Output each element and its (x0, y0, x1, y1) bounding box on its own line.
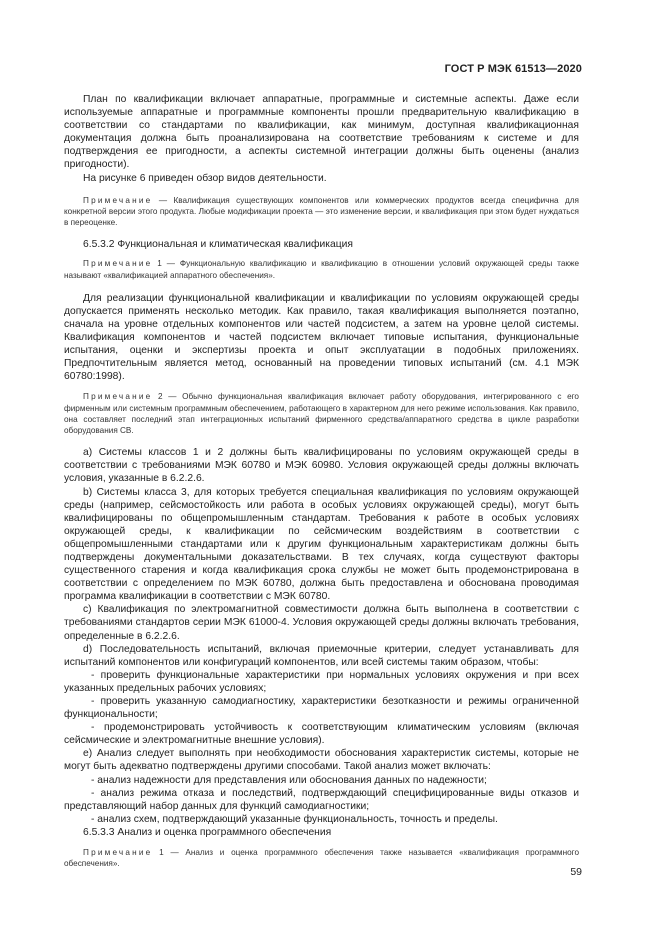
item-d-bullet-1: - проверить функциональные характеристики при нормальных условиях окружения и при всех указанных предельных рабочих условиях; (64, 669, 579, 694)
page-body (64, 93, 579, 869)
paragraph-figure-6-ref: На рисунке 6 приведен обзор видов деятельности. (83, 172, 327, 184)
note-2-functional-qualification (64, 391, 579, 436)
note-1-software-qualification (64, 847, 579, 869)
item-a-class-1-2: a) Системы классов 1 и 2 должны быть квалифицированы по условиям окружающей среды в соответствии с требованиями МЭК 60780 и МЭК 60980. Условия окружающей среды должны включать условия, указанные в 6.2.2.6. (64, 447, 579, 485)
item-d-test-sequence: d) Последовательность испытаний, включая приемочные критерии, следует устанавливать для испытаний компонентов или конфигураций компонентов, или всей системы таким образом, чтобы: (64, 643, 579, 668)
note-text: 1 — Анализ и оценка программного обеспечения также называется «квалификация программного обеспечения». (64, 848, 579, 869)
item-e-bullet-3: - анализ схем, подтверждающий указанные функциональность, точность и пределы. (91, 813, 498, 825)
note-version-qualification (64, 195, 579, 229)
note-1-hardware-qualification (64, 258, 579, 280)
note-label: Примечание (83, 259, 153, 269)
item-e-analysis: e) Анализ следует выполнять при необходимости обоснования характеристик системы, которые не могут быть адекватно подтверждены другими способами. Такой анализ может включать: (64, 748, 579, 773)
document-code-header: ГОСТ Р МЭК 61513—2020 (444, 63, 582, 75)
note-text: — Квалификация существующих компонентов или коммерческих продуктов всегда специфична для конкретной версии этого продукта. Любые модификации проекта — это изменение версии, и квалификация при этом будет нуждаться в переоценке. (64, 195, 579, 228)
note-label: Примечание (83, 195, 153, 205)
item-e-bullet-1: - анализ надежности для представления или обоснования данных по надежности; (91, 774, 487, 786)
page-number: 59 (570, 866, 582, 878)
item-c-emc: c) Квалификация по электромагнитной совместимости должна быть выполнена в соответствии с требованиями стандартов серии МЭК 61000-4. Условия окружающей среды должны включать требования, определенные в 6.2.2.6. (64, 604, 579, 642)
item-d-bullet-2: - проверить указанную самодиагностику, характеристики безотказности и режимы ограниченной функциональности; (64, 696, 579, 721)
note-text: 1 — Функциональную квалификацию и квалификацию в отношении условий окружающей среды также называют «квалификацией аппаратного обеспечения». (64, 259, 579, 280)
note-label: Примечание (83, 848, 153, 858)
item-d-bullet-3: - продемонстрировать устойчивость к соответствующим климатическим условиям (включая сейсмические и электромагнитные внешние условия). (64, 722, 579, 747)
paragraph-qualification-plan: План по квалификации включает аппаратные, программные и системные аспекты. Даже если используемые аппаратные и программные компоненты прошли предварительную квалификацию в соответствии со стандартами по квалификации, как минимум, доступная квалификационная документация должна быть проанализирована на соответствие требованиям к системе и для подтверждения ее пригодности, а аспекты системной интеграции должны быть оценены (анализ пригодности). (64, 94, 579, 171)
item-e-bullet-2: - анализ режима отказа и последствий, подтверждающий специфицированные виды отказов и представляющий набор данных для функций самодиагностики; (64, 787, 579, 812)
note-text: 2 — Обычно функциональная квалификация включает работу оборудования, интегрированного с его фирменным или системным программным обеспечением, работающего в характерном для него режиме использования. Как правило, она составляет последний этап интеграционных испытаний фирменного средства/аппаратного средства в цикле разработки оборудования СВ. (64, 392, 579, 436)
item-b-class-3: b) Системы класса 3, для которых требуется специальная квалификация по условиям окружающей среды (например, сейсмостойкость или работа в особых условиях окружающей среды), могут быть квалифицированы по общепромышленным стандартам. Требования к работе в особых условиях окружающей среды, к квалификации по сейсмическим воздействиям в соответствии с общепромышленными стандартами или к другим функциональным характеристикам должны быть подтверждены документальными доказательствами. В тех случаях, когда существуют факторы существенного старения и когда квалификация срока службы не может быть продемонстрирована в соответствии с определением по МЭК 60780, должна быть предоставлена и обоснована проводимая программа квалификации в соответствии с МЭК 60780. (64, 486, 579, 603)
section-heading-6-5-3-2: 6.5.3.2 Функциональная и климатическая квалификация (83, 239, 353, 251)
section-heading-6-5-3-3: 6.5.3.3 Анализ и оценка программного обеспечения (83, 826, 332, 838)
paragraph-methods: Для реализации функциональной квалификации и квалификации по условиям окружающей среды допускается применять несколько методик. Как правило, такая квалификация выполняется поэтапно, сначала на уровне отдельных компонентов или частей подсистем, а затем на уровне целой системы. Квалификация компонентов и частей подсистем включает типовые испытания, функциональные испытания, оценки и экспертизы проекта и опыт эксплуатации в подобных приложениях. Предпочтительным является метод, основанный на проведении типовых испытаний (см. 4.1 МЭК 60780:1998). (64, 292, 579, 383)
note-label: Примечание (83, 392, 153, 402)
